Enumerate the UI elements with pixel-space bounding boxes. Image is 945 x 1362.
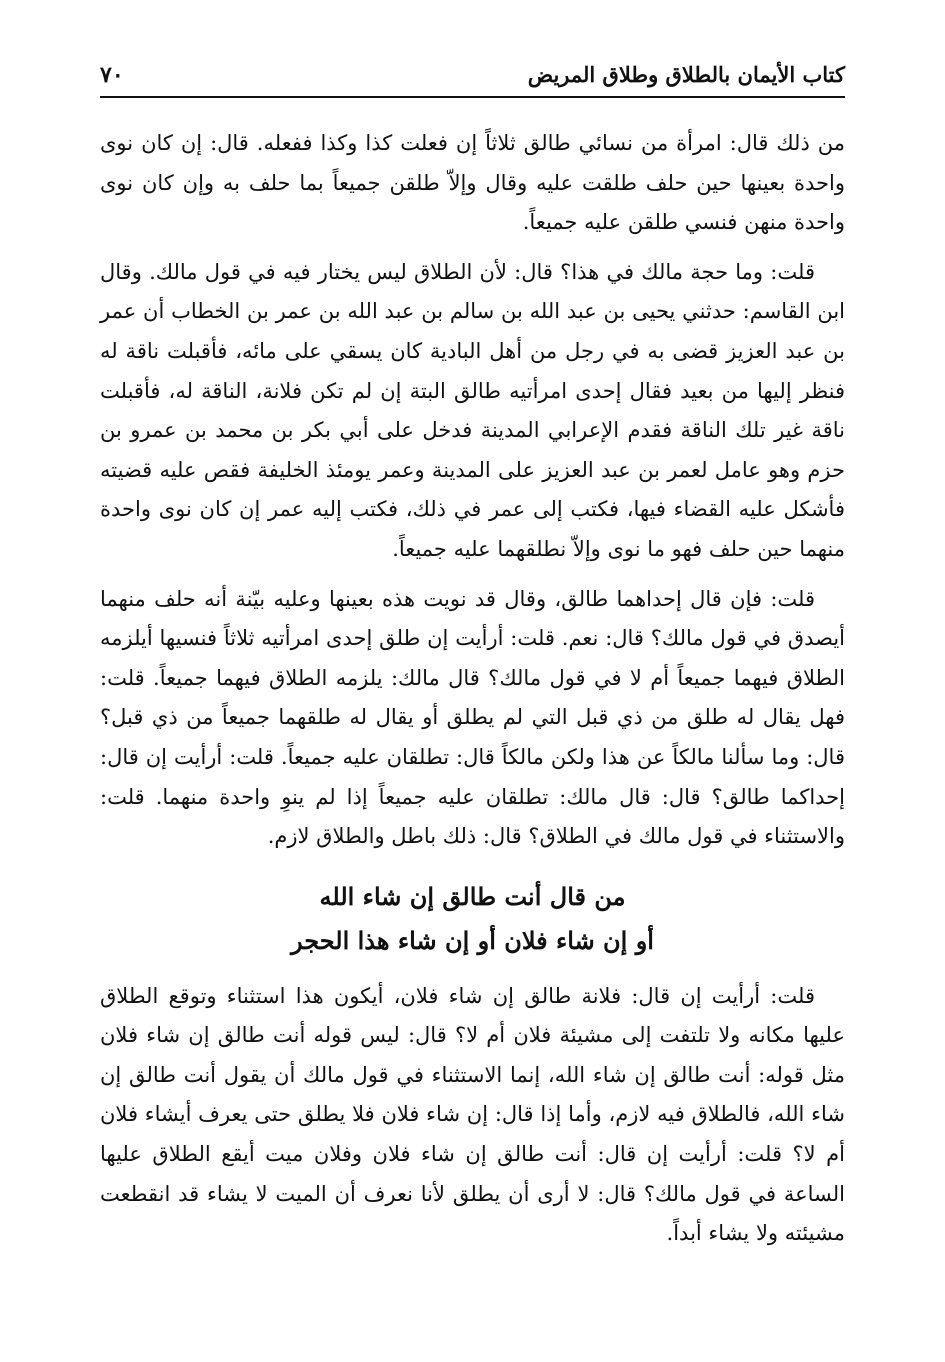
- paragraph-3: قلت: فإن قال إحداهما طالق، وقال قد نويت هذه بعينها وعليه بيّنة أنه حلف منهما أيصدق في قول مالك؟ قال: نعم. قلت: أرأيت إن طلق إحدى امرأتيه ثلاثاً فنسيها أيلزمه الطلاق فيهما جميعاً أم لا في قول مالك؟ قال مالك: يلزمه الطلاق فيهما جميعاً. قلت: فهل يقال له طلق من ذي قبل التي لم يطلق أو يقال له طلقهما جميعاً من ذي قبل؟ قال: وما سألنا مالكاً عن هذا ولكن مالكاً قال: تطلقان عليه جميعاً. قلت: أرأيت إن قال: إحداكما طالق؟ قال: قال مالك: تطلقان عليه جميعاً إذا لم ينوِ واحدة منهما. قلت: والاستثناء في قول مالك في الطلاق؟ قال: ذلك باطل والطلاق لازم.: [100, 586, 845, 849]
- body-text: [100, 124, 845, 1254]
- paragraph-4: قلت: أرأيت إن قال: فلانة طالق إن شاء فلان، أيكون هذا استثناء وتوقع الطلاق عليها مكانه ولا تلتفت إلى مشيئة فلان أم لا؟ قال: ليس قوله أنت طالق إن شاء فلان مثل قوله: أنت طالق إن شاء الله، إنما الاستثناء في قول مالك أن يقول أنت طالق إن شاء الله، فالطلاق فيه لازم، وأما إذا قال: إن شاء فلان فلا يطلق حتى يعرف أيشاء فلان أم لا؟ قلت: أرأيت إن قال: أنت طالق إن شاء فلان وفلان ميت أيقع الطلاق عليها الساعة في قول مالك؟ قال: لا أرى أن يطلق لأنا نعرف أن الميت لا يشاء قد انقطعت مشيئته ولا يشاء أبداً.: [100, 983, 845, 1246]
- paragraph-1: من ذلك قال: امرأة من نسائي طالق ثلاثاً إن فعلت كذا وكذا ففعله. قال: إن كان نوى واحدة بعينها حين حلف طلقت عليه وقال وإلاّ طلقن جميعاً بما حلف به وإن كان نوى واحدة منهن فنسي طلقن عليه جميعاً.: [100, 131, 845, 235]
- running-title: كتاب الأيمان بالطلاق وطلاق المريض: [527, 62, 845, 87]
- paragraph-2: قلت: وما حجة مالك في هذا؟ قال: لأن الطلاق ليس يختار فيه في قول مالك. وقال ابن القاسم: حدثني يحيى بن عبد الله بن سالم بن عبد الله بن عمر بن الخطاب أن عمر بن عبد العزيز قضى به في رجل من أهل البادية كان يسقي على مائه، فأقبلت ناقة له فنظر إليها من بعيد فقال إحدى امرأتيه طالق البتة إن لم تكن فلانة، الناقة له، فأقبلت ناقة غير تلك الناقة فقدم الإعرابي المدينة فدخل على أبي بكر بن محمد بن عمرو بن حزم وهو عامل لعمر بن عبد العزيز على المدينة وعمر يومئذ الخليفة فقص عليه قضيته فأشكل عليه القضاء فيها، فكتب إلى عمر في ذلك، فكتب إليه عمر إن كان نوى واحدة منهما حين حلف فهو ما نوى وإلاّ نطلقهما عليه جميعاً.: [100, 259, 845, 561]
- section-heading-line-2: أو إن شاء فلان أو إن شاء هذا الحجر: [291, 925, 654, 955]
- section-heading-line-1: من قال أنت طالق إن شاء الله: [319, 881, 626, 911]
- page-number: ٧٠: [100, 62, 124, 88]
- running-header: [100, 52, 845, 98]
- section-heading: [100, 875, 845, 963]
- book-page: [100, 52, 845, 1264]
